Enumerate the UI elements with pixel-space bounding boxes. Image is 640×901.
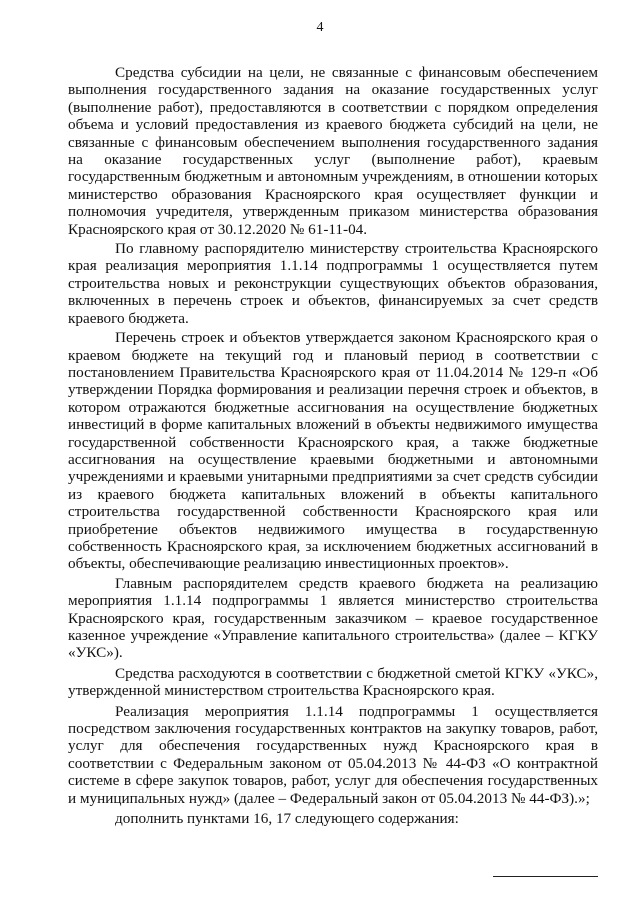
page-number: 4 [316, 20, 324, 35]
paragraph-budget-estimate: Средства расходуются в соответствии с бюджетной сметой КГКУ «УКС», утвержденной министерством строительства Красноярского края. [68, 664, 598, 700]
paragraph-main-administrator: Главным распорядителем средств краевого бюджета на реализацию мероприятия 1.1.14 подпрограммы 1 является министерство строительства Красноярского края, государственным заказчиком – краевое государственное казенное учреждение «Управление капитального строительства» (далее – КГКУ «УКС»). [68, 574, 598, 662]
document-body [68, 64, 598, 829]
paragraph-construction-ministry: По главному распорядителю министерству строительства Красноярского края реализация мероприятия 1.1.14 подпрограммы 1 осуществляется путем строительства новых и реконструкции существующих объектов образования, включенных в перечень строек и объектов, финансируемых за счет средств краевого бюджета. [68, 240, 598, 327]
paragraph-construction-list: Перечень строек и объектов утверждается законом Красноярского края о краевом бюджете на текущий год и плановый период в соответствии с постановлением Правительства Красноярского края от 11.04.2014 № 129-п «Об утверждении Порядка формирования и реализации перечня строек и объектов, в котором отражаются бюджетные ассигнования на осуществление бюджетных инвестиций в форме капитальных вложений в объекты недвижимого имущества государственной собственности Красноярского края, а также бюджетные ассигнования на осуществление краевыми бюджетными и автономными учреждениями и краевыми унитарными предприятиями за счет средств субсидии из краевого бюджета капитальных вложений в объекты капитального строительства государственной собственности Красноярского края или приобретение объектов недвижимого имущества в государственную собственность Красноярского края, за исключением бюджетных ассигнований в объекты, обеспечивающие реализацию инвестиционных проектов». [68, 329, 598, 573]
paragraph-procurement: Реализация мероприятия 1.1.14 подпрограммы 1 осуществляется посредством заключения государственных контрактов на закупку товаров, работ, услуг для обеспечения государственных нужд Красноярского края в соответствии с Федеральным законом от 05.04.2013 № 44-ФЗ «О контрактной системе в сфере закупок товаров, работ, услуг для обеспечения государственных и муниципальных нужд» (далее – Федеральный закон от 05.04.2013 № 44-ФЗ).»; [68, 702, 598, 807]
paragraph-add-points: дополнить пунктами 16, 17 следующего содержания: [115, 810, 459, 828]
footer-rule [493, 876, 598, 877]
paragraph-subsidy-funds: Средства субсидии на цели, не связанные с финансовым обеспечением выполнения государственного задания на оказание государственных услуг (выполнение работ), предоставляются в соответствии с порядком определения объема и условий предоставления из краевого бюджета субсидий на цели, не связанные с финансовым обеспечением выполнения государственного задания на оказание государственных услуг (выполнение работ), краевым государственным бюджетным и автономным учреждениям, в отношении которых министерство образования Красноярского края осуществляет функции и полномочия учредителя, утвержденным приказом министерства образования Красноярского края от 30.12.2020 № 61-11-04. [68, 64, 598, 238]
